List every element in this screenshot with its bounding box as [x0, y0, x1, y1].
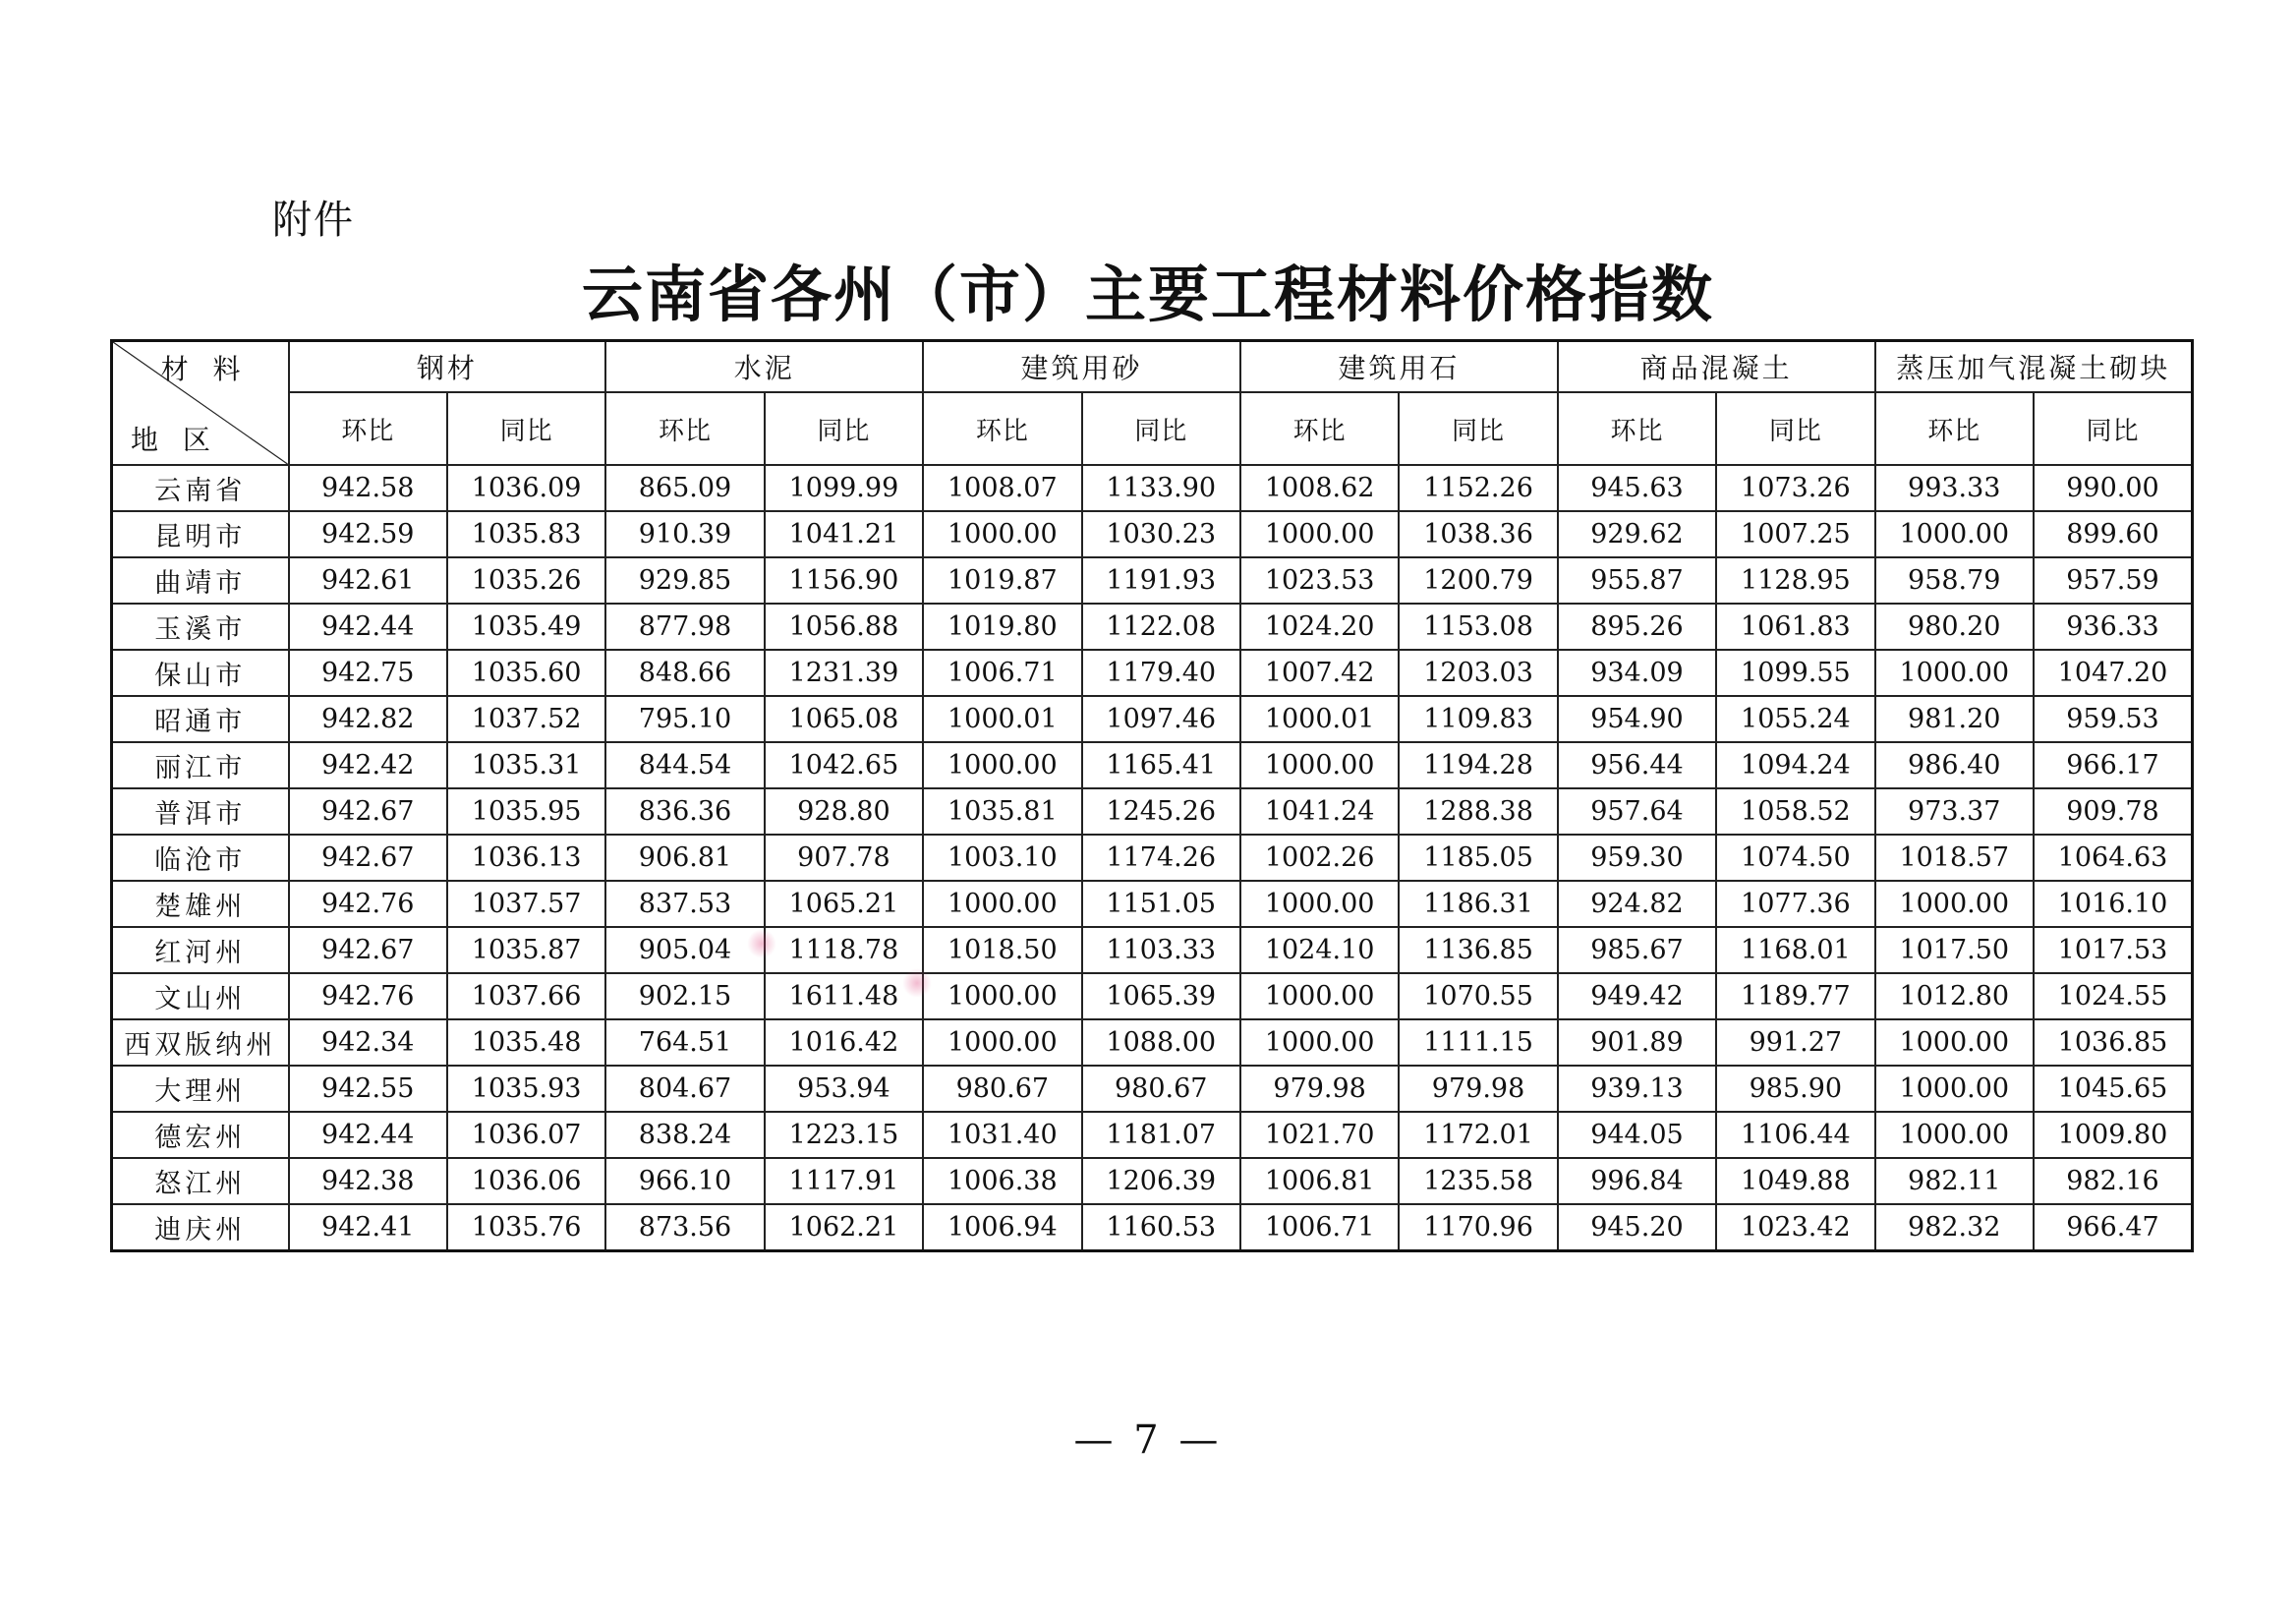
table-body: [112, 465, 2193, 1251]
region-cell: 临沧市: [112, 835, 289, 881]
value-cell: 1223.15: [765, 1112, 923, 1158]
value-cell: 942.55: [289, 1066, 447, 1112]
value-cell: 1021.70: [1240, 1112, 1399, 1158]
value-cell: 1152.26: [1399, 465, 1557, 511]
value-cell: 1000.00: [1875, 650, 2034, 696]
value-cell: 1016.10: [2034, 881, 2193, 927]
header-mom: 环比: [605, 392, 764, 465]
value-cell: 954.90: [1558, 696, 1716, 742]
value-cell: 1031.40: [923, 1112, 1081, 1158]
value-cell: 1153.08: [1399, 604, 1557, 650]
value-cell: 1023.53: [1240, 557, 1399, 604]
value-cell: 1181.07: [1082, 1112, 1240, 1158]
value-cell: 895.26: [1558, 604, 1716, 650]
value-cell: 929.85: [605, 557, 764, 604]
value-cell: 1000.00: [923, 973, 1081, 1019]
value-cell: 1000.00: [1875, 511, 2034, 557]
value-cell: 1002.26: [1240, 835, 1399, 881]
value-cell: 981.20: [1875, 696, 2034, 742]
value-cell: 1094.24: [1716, 742, 1874, 788]
group-header-sand: 建筑用砂: [923, 341, 1240, 393]
value-cell: 1055.24: [1716, 696, 1874, 742]
region-cell: 玉溪市: [112, 604, 289, 650]
value-cell: 1047.20: [2034, 650, 2193, 696]
value-cell: 1018.50: [923, 927, 1081, 973]
value-cell: 1061.83: [1716, 604, 1874, 650]
header-mom: 环比: [923, 392, 1081, 465]
value-cell: 1122.08: [1082, 604, 1240, 650]
value-cell: 1000.00: [923, 511, 1081, 557]
value-cell: 942.58: [289, 465, 447, 511]
region-cell: 怒江州: [112, 1158, 289, 1204]
value-cell: 1170.96: [1399, 1204, 1557, 1251]
corner-header: [112, 341, 289, 466]
table-row: [112, 927, 2193, 973]
value-cell: 764.51: [605, 1019, 764, 1066]
table-row: [112, 835, 2193, 881]
value-cell: 795.10: [605, 696, 764, 742]
value-cell: 1194.28: [1399, 742, 1557, 788]
value-cell: 1231.39: [765, 650, 923, 696]
region-cell: 文山州: [112, 973, 289, 1019]
value-cell: 1000.00: [1240, 881, 1399, 927]
value-cell: 1035.81: [923, 788, 1081, 835]
value-cell: 1097.46: [1082, 696, 1240, 742]
value-cell: 1000.01: [1240, 696, 1399, 742]
value-cell: 949.42: [1558, 973, 1716, 1019]
region-cell: 楚雄州: [112, 881, 289, 927]
value-cell: 902.15: [605, 973, 764, 1019]
region-cell: 丽江市: [112, 742, 289, 788]
value-cell: 1041.24: [1240, 788, 1399, 835]
value-cell: 1035.49: [447, 604, 605, 650]
region-cell: 昆明市: [112, 511, 289, 557]
value-cell: 1038.36: [1399, 511, 1557, 557]
value-cell: 1037.57: [447, 881, 605, 927]
value-cell: 1036.09: [447, 465, 605, 511]
value-cell: 1007.42: [1240, 650, 1399, 696]
value-cell: 955.87: [1558, 557, 1716, 604]
value-cell: 844.54: [605, 742, 764, 788]
region-cell: 大理州: [112, 1066, 289, 1112]
header-mom: 环比: [1875, 392, 2034, 465]
value-cell: 959.53: [2034, 696, 2193, 742]
value-cell: 1165.41: [1082, 742, 1240, 788]
value-cell: 1000.00: [1875, 881, 2034, 927]
value-cell: 928.80: [765, 788, 923, 835]
attachment-label: 附件: [272, 198, 355, 243]
value-cell: 1000.00: [1875, 1066, 2034, 1112]
value-cell: 942.67: [289, 788, 447, 835]
value-cell: 1036.07: [447, 1112, 605, 1158]
value-cell: 1035.60: [447, 650, 605, 696]
value-cell: 966.47: [2034, 1204, 2193, 1251]
value-cell: 1099.99: [765, 465, 923, 511]
value-cell: 942.76: [289, 881, 447, 927]
value-cell: 1035.48: [447, 1019, 605, 1066]
value-cell: 905.04: [605, 927, 764, 973]
header-yoy: 同比: [2034, 392, 2193, 465]
value-cell: 901.89: [1558, 1019, 1716, 1066]
value-cell: 942.44: [289, 604, 447, 650]
value-cell: 1191.93: [1082, 557, 1240, 604]
region-cell: 曲靖市: [112, 557, 289, 604]
value-cell: 982.11: [1875, 1158, 2034, 1204]
header-yoy: 同比: [765, 392, 923, 465]
value-cell: 945.63: [1558, 465, 1716, 511]
value-cell: 1007.25: [1716, 511, 1874, 557]
value-cell: 942.42: [289, 742, 447, 788]
value-cell: 907.78: [765, 835, 923, 881]
value-cell: 942.82: [289, 696, 447, 742]
value-cell: 996.84: [1558, 1158, 1716, 1204]
value-cell: 1062.21: [765, 1204, 923, 1251]
value-cell: 942.44: [289, 1112, 447, 1158]
stamp-mark: [902, 968, 932, 998]
value-cell: 942.76: [289, 973, 447, 1019]
value-cell: 1035.26: [447, 557, 605, 604]
value-cell: 1056.88: [765, 604, 923, 650]
comparison-header-row: [112, 392, 2193, 465]
header-mom: 环比: [1240, 392, 1399, 465]
value-cell: 1037.52: [447, 696, 605, 742]
value-cell: 1077.36: [1716, 881, 1874, 927]
value-cell: 1009.80: [2034, 1112, 2193, 1158]
value-cell: 873.56: [605, 1204, 764, 1251]
value-cell: 985.90: [1716, 1066, 1874, 1112]
value-cell: 1074.50: [1716, 835, 1874, 881]
value-cell: 1203.03: [1399, 650, 1557, 696]
corner-material-label: 材 料: [160, 353, 249, 385]
value-cell: 1058.52: [1716, 788, 1874, 835]
table-row: [112, 742, 2193, 788]
region-cell: 迪庆州: [112, 1204, 289, 1251]
value-cell: 942.75: [289, 650, 447, 696]
value-cell: 942.41: [289, 1204, 447, 1251]
value-cell: 1099.55: [1716, 650, 1874, 696]
group-header-concrete: 商品混凝土: [1558, 341, 1875, 393]
value-cell: 804.67: [605, 1066, 764, 1112]
material-header-row: [112, 341, 2193, 393]
value-cell: 1023.42: [1716, 1204, 1874, 1251]
region-cell: 红河州: [112, 927, 289, 973]
value-cell: 906.81: [605, 835, 764, 881]
value-cell: 953.94: [765, 1066, 923, 1112]
value-cell: 982.16: [2034, 1158, 2193, 1204]
value-cell: 942.61: [289, 557, 447, 604]
table-row: [112, 881, 2193, 927]
group-header-steel: 钢材: [289, 341, 606, 393]
value-cell: 1030.23: [1082, 511, 1240, 557]
stamp-mark: [747, 929, 776, 958]
value-cell: 957.59: [2034, 557, 2193, 604]
value-cell: 936.33: [2034, 604, 2193, 650]
value-cell: 942.67: [289, 927, 447, 973]
value-cell: 1006.71: [923, 650, 1081, 696]
table-row: [112, 1204, 2193, 1251]
value-cell: 1017.50: [1875, 927, 2034, 973]
value-cell: 980.67: [923, 1066, 1081, 1112]
value-cell: 1008.07: [923, 465, 1081, 511]
value-cell: 1016.42: [765, 1019, 923, 1066]
value-cell: 1133.90: [1082, 465, 1240, 511]
value-cell: 1036.13: [447, 835, 605, 881]
value-cell: 899.60: [2034, 511, 2193, 557]
group-header-stone: 建筑用石: [1240, 341, 1558, 393]
value-cell: 1128.95: [1716, 557, 1874, 604]
value-cell: 1156.90: [765, 557, 923, 604]
value-cell: 1186.31: [1399, 881, 1557, 927]
value-cell: 1036.06: [447, 1158, 605, 1204]
value-cell: 1073.26: [1716, 465, 1874, 511]
value-cell: 1000.00: [923, 742, 1081, 788]
value-cell: 1008.62: [1240, 465, 1399, 511]
value-cell: 1070.55: [1399, 973, 1557, 1019]
value-cell: 1235.58: [1399, 1158, 1557, 1204]
value-cell: 1035.31: [447, 742, 605, 788]
value-cell: 1012.80: [1875, 973, 2034, 1019]
value-cell: 1035.87: [447, 927, 605, 973]
value-cell: 942.59: [289, 511, 447, 557]
value-cell: 1035.83: [447, 511, 605, 557]
value-cell: 1136.85: [1399, 927, 1557, 973]
value-cell: 1103.33: [1082, 927, 1240, 973]
value-cell: 1006.94: [923, 1204, 1081, 1251]
value-cell: 877.98: [605, 604, 764, 650]
group-header-aac-block: 蒸压加气混凝土砌块: [1875, 341, 2193, 393]
value-cell: 1172.01: [1399, 1112, 1557, 1158]
value-cell: 836.36: [605, 788, 764, 835]
value-cell: 1006.71: [1240, 1204, 1399, 1251]
value-cell: 1003.10: [923, 835, 1081, 881]
table-row: [112, 650, 2193, 696]
value-cell: 1024.10: [1240, 927, 1399, 973]
value-cell: 944.05: [1558, 1112, 1716, 1158]
value-cell: 1000.00: [1240, 511, 1399, 557]
value-cell: 848.66: [605, 650, 764, 696]
value-cell: 909.78: [2034, 788, 2193, 835]
value-cell: 942.67: [289, 835, 447, 881]
value-cell: 966.17: [2034, 742, 2193, 788]
corner-region-label: 地 区: [131, 424, 218, 456]
header-yoy: 同比: [1716, 392, 1874, 465]
value-cell: 1160.53: [1082, 1204, 1240, 1251]
value-cell: 1065.39: [1082, 973, 1240, 1019]
value-cell: 1245.26: [1082, 788, 1240, 835]
value-cell: 934.09: [1558, 650, 1716, 696]
region-cell: 云南省: [112, 465, 289, 511]
value-cell: 980.20: [1875, 604, 2034, 650]
region-cell: 保山市: [112, 650, 289, 696]
value-cell: 1006.38: [923, 1158, 1081, 1204]
value-cell: 1000.00: [1875, 1019, 2034, 1066]
value-cell: 990.00: [2034, 465, 2193, 511]
page-title: 云南省各州（市）主要工程材料价格指数: [581, 259, 1714, 330]
value-cell: 1000.00: [1875, 1112, 2034, 1158]
value-cell: 939.13: [1558, 1066, 1716, 1112]
value-cell: 1151.05: [1082, 881, 1240, 927]
value-cell: 924.82: [1558, 881, 1716, 927]
value-cell: 991.27: [1716, 1019, 1874, 1066]
value-cell: 1024.55: [2034, 973, 2193, 1019]
value-cell: 837.53: [605, 881, 764, 927]
table-row: [112, 557, 2193, 604]
value-cell: 1611.48: [765, 973, 923, 1019]
value-cell: 1065.21: [765, 881, 923, 927]
value-cell: 1045.65: [2034, 1066, 2193, 1112]
value-cell: 966.10: [605, 1158, 764, 1204]
value-cell: 1118.78: [765, 927, 923, 973]
value-cell: 942.34: [289, 1019, 447, 1066]
value-cell: 1106.44: [1716, 1112, 1874, 1158]
value-cell: 1019.80: [923, 604, 1081, 650]
header-yoy: 同比: [1082, 392, 1240, 465]
value-cell: 1019.87: [923, 557, 1081, 604]
price-index-table: [110, 339, 2194, 1252]
value-cell: 1174.26: [1082, 835, 1240, 881]
value-cell: 1179.40: [1082, 650, 1240, 696]
value-cell: 1000.01: [923, 696, 1081, 742]
value-cell: 865.09: [605, 465, 764, 511]
value-cell: 1037.66: [447, 973, 605, 1019]
region-cell: 普洱市: [112, 788, 289, 835]
value-cell: 1117.91: [765, 1158, 923, 1204]
value-cell: 1042.65: [765, 742, 923, 788]
value-cell: 1035.76: [447, 1204, 605, 1251]
table-row: [112, 1158, 2193, 1204]
value-cell: 1189.77: [1716, 973, 1874, 1019]
value-cell: 985.67: [1558, 927, 1716, 973]
header-yoy: 同比: [447, 392, 605, 465]
value-cell: 1006.81: [1240, 1158, 1399, 1204]
table-row: [112, 465, 2193, 511]
value-cell: 1035.93: [447, 1066, 605, 1112]
value-cell: 956.44: [1558, 742, 1716, 788]
value-cell: 1041.21: [765, 511, 923, 557]
value-cell: 1065.08: [765, 696, 923, 742]
value-cell: 1000.00: [1240, 1019, 1399, 1066]
value-cell: 1111.15: [1399, 1019, 1557, 1066]
header-mom: 环比: [1558, 392, 1716, 465]
table-row: [112, 973, 2193, 1019]
header-mom: 环比: [289, 392, 447, 465]
value-cell: 979.98: [1240, 1066, 1399, 1112]
table-row: [112, 604, 2193, 650]
table-row: [112, 1019, 2193, 1066]
value-cell: 1185.05: [1399, 835, 1557, 881]
value-cell: 979.98: [1399, 1066, 1557, 1112]
page-number: — 7 —: [1073, 1418, 1223, 1463]
value-cell: 980.67: [1082, 1066, 1240, 1112]
value-cell: 1000.00: [1240, 742, 1399, 788]
value-cell: 986.40: [1875, 742, 2034, 788]
value-cell: 1109.83: [1399, 696, 1557, 742]
value-cell: 958.79: [1875, 557, 2034, 604]
region-cell: 德宏州: [112, 1112, 289, 1158]
value-cell: 910.39: [605, 511, 764, 557]
table-row: [112, 511, 2193, 557]
table-row: [112, 1112, 2193, 1158]
header-yoy: 同比: [1399, 392, 1557, 465]
table-row: [112, 788, 2193, 835]
value-cell: 1288.38: [1399, 788, 1557, 835]
value-cell: 1017.53: [2034, 927, 2193, 973]
value-cell: 1000.00: [1240, 973, 1399, 1019]
value-cell: 942.38: [289, 1158, 447, 1204]
region-cell: 西双版纳州: [112, 1019, 289, 1066]
value-cell: 1000.00: [923, 1019, 1081, 1066]
value-cell: 982.32: [1875, 1204, 2034, 1251]
group-header-cement: 水泥: [605, 341, 923, 393]
value-cell: 993.33: [1875, 465, 2034, 511]
value-cell: 1024.20: [1240, 604, 1399, 650]
value-cell: 1200.79: [1399, 557, 1557, 604]
value-cell: 838.24: [605, 1112, 764, 1158]
value-cell: 1036.85: [2034, 1019, 2193, 1066]
value-cell: 1064.63: [2034, 835, 2193, 881]
value-cell: 1206.39: [1082, 1158, 1240, 1204]
value-cell: 1035.95: [447, 788, 605, 835]
table-row: [112, 1066, 2193, 1112]
value-cell: 973.37: [1875, 788, 2034, 835]
value-cell: 1018.57: [1875, 835, 2034, 881]
value-cell: 1049.88: [1716, 1158, 1874, 1204]
value-cell: 1168.01: [1716, 927, 1874, 973]
value-cell: 1088.00: [1082, 1019, 1240, 1066]
region-cell: 昭通市: [112, 696, 289, 742]
value-cell: 959.30: [1558, 835, 1716, 881]
value-cell: 929.62: [1558, 511, 1716, 557]
value-cell: 957.64: [1558, 788, 1716, 835]
value-cell: 945.20: [1558, 1204, 1716, 1251]
value-cell: 1000.00: [923, 881, 1081, 927]
table-row: [112, 696, 2193, 742]
